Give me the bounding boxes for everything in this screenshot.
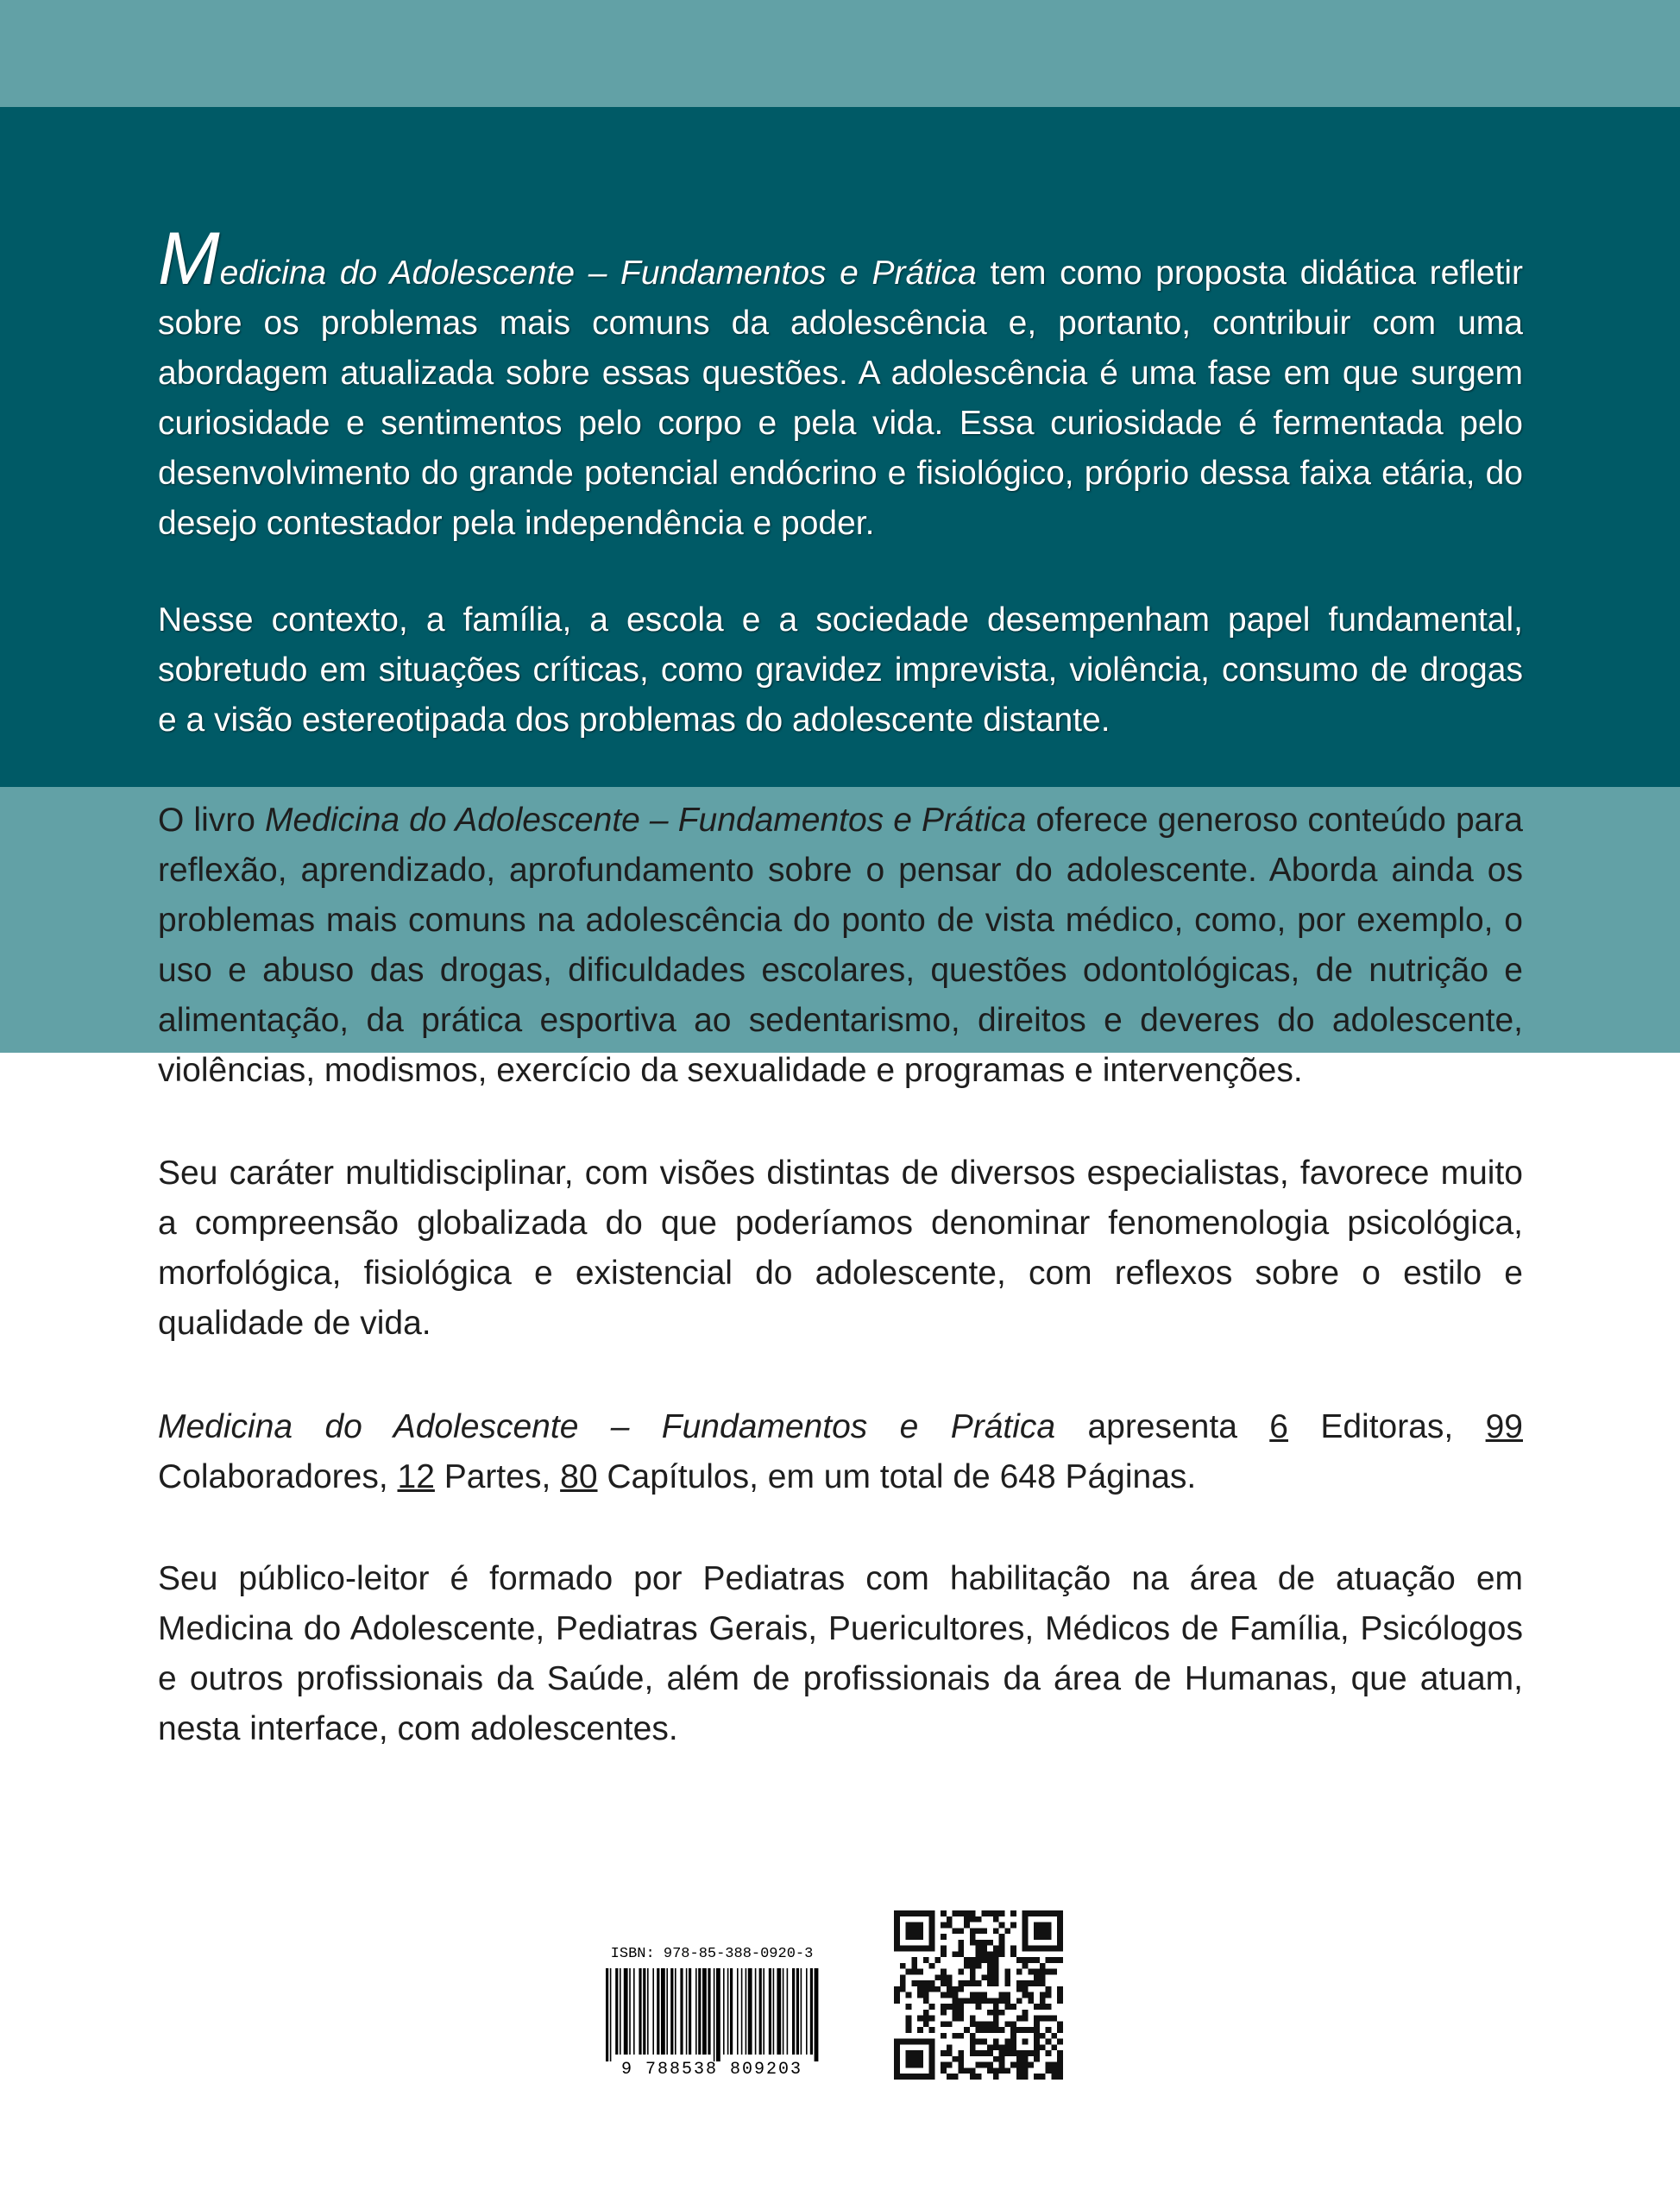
top-teal-band <box>0 0 1680 107</box>
audience-paragraph: Seu público-leitor é formado por Pediatras com habilitação na área de atuação em Medicina do Adolescente, Pediatras Gerais, Puericultores, Médicos de Família, Psicólogos e outros profissionais da Saúde, além de profissionais da área de Humanas, que atuam, nesta interface, com adolescentes. <box>158 1560 1523 1747</box>
stats-text: Colaboradores, <box>158 1458 398 1495</box>
isbn-barcode <box>595 1946 828 2088</box>
barcode-icon <box>595 1968 828 2061</box>
book-content-paragraph <box>158 796 1523 1096</box>
drop-cap: M <box>158 217 220 300</box>
multidisciplinary-paragraph: Seu caráter multidisciplinar, com visões distintas de diversos especialistas, favorece muito a compreensão globalizada do que poderíamos denominar fenomenologia psicológica, morfológica, fisiológica e existencial do adolescente, com reflexos sobre o estilo e qualidade de vida. <box>158 1155 1523 1342</box>
book-title-italic: Medicina do Adolescente – Fundamentos e Prática <box>265 802 1027 839</box>
editors-count: 6 <box>1269 1408 1288 1445</box>
chapters-count: 80 <box>560 1458 598 1495</box>
isbn-label: ISBN: 978-85-388-0920-3 <box>610 1946 814 1962</box>
stats-text: apresenta <box>1055 1408 1270 1445</box>
stats-text: Editoras, <box>1287 1408 1486 1445</box>
parts-count: 12 <box>397 1458 435 1495</box>
isbn-digits: 9 788538 809203 <box>620 2060 803 2080</box>
book-content-text: oferece generoso conteúdo para reflexão, aprendizado, aprofundamento sobre o pensar do adolescente. Aborda ainda os problemas mais comuns na adolescência do ponto de vista médico, como, por exemplo, o uso e abuso das drogas, dificuldades escolares, questões odontológicas, de nutrição e alimentação, da prática esportiva ao sedentarismo, direitos e deveres do adolescente, violências, modismos, exercício da sexualidade e programas e intervenções. <box>158 802 1523 1089</box>
intro-text: tem como proposta didática refletir sobre os problemas mais comuns da adolescência e, portanto, contribuir com uma abordagem atualizada sobre essas questões. A adolescência é uma fase em que surgem curiosidade e sentimentos pelo corpo e pela vida. Essa curiosidade é fermentada pelo desenvolvimento do grande potencial endócrino e fisiológico, próprio dessa faixa etária, do desejo contestador pela independência e poder. <box>158 255 1524 542</box>
book-content-prefix: O livro <box>158 802 266 839</box>
book-title-italic: edicina do Adolescente – Fundamentos e Prática <box>219 255 977 292</box>
intro-paragraph <box>158 217 1524 549</box>
book-stats-paragraph <box>158 1402 1523 1502</box>
context-paragraph: Nesse contexto, a família, a escola e a sociedade desempenham papel fundamental, sobretudo em situações críticas, como gravidez imprevista, violência, consumo de drogas e a visão estereotipada dos problemas do adolescente distante. <box>158 601 1523 739</box>
stats-text: Partes, <box>434 1458 561 1495</box>
contributors-count: 99 <box>1485 1408 1523 1445</box>
qr-code-icon <box>894 1910 1063 2080</box>
book-title-italic: Medicina do Adolescente – Fundamentos e Prática <box>158 1408 1056 1445</box>
stats-text: Capítulos, em um total de 648 Páginas. <box>597 1458 1197 1495</box>
